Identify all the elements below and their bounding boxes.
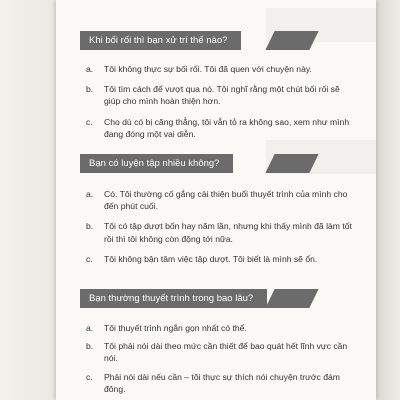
question-title: Khi bối rối thì bạn xử trí thế nào? — [80, 31, 241, 50]
answer-text: Tôi phải nói dài theo mức cần thiết để bao quát hết lĩnh vực cần nói. — [104, 341, 348, 364]
answer-letter: c. — [86, 116, 93, 127]
answer-letter: c. — [86, 253, 93, 264]
question-title: Bạn thường thuyết trình trong bao lâu? — [80, 289, 267, 308]
answer-item — [86, 63, 356, 75]
answer-list — [86, 63, 356, 140]
question-header — [80, 154, 350, 173]
answer-item — [86, 83, 356, 107]
answer-list — [86, 188, 356, 265]
answer-text: Có. Tôi thường cố gắng cải thiện buổi thuyết trình của mình cho đến phút cuối. — [104, 189, 348, 212]
answer-item — [86, 188, 356, 212]
question-title: Bạn có luyện tập nhiều không? — [80, 154, 233, 173]
answer-text: Phải nói dài nếu cần – tôi thực sự thích nói chuyện trước đám đông. — [104, 371, 340, 394]
answer-letter: b. — [86, 84, 94, 95]
answer-item — [86, 116, 356, 140]
right-margin — [376, 0, 400, 400]
answer-list — [86, 322, 356, 395]
answer-text: Tôi tìm cách để vượt qua nó. Tôi nghĩ rằng một chút bối rối sẽ giúp cho mình hoàn thiện hơn. — [104, 84, 340, 107]
answer-text: Tôi không thực sự bối rối. Tôi đã quen với chuyện này. — [104, 64, 312, 74]
answer-text: Tôi có tập dượt bốn hay năm lần, nhưng khi thấy mình đã làm tốt rồi thì tôi không còn động tới nữa. — [104, 221, 352, 244]
answer-item — [86, 253, 356, 265]
answer-text: Tôi thuyết trình ngắn gọn nhất có thể. — [104, 323, 247, 333]
answer-item — [86, 220, 356, 244]
answer-letter: b. — [86, 221, 94, 232]
answer-item — [86, 340, 356, 364]
answer-item — [86, 371, 356, 395]
answer-letter: a. — [86, 189, 94, 199]
book-page — [56, 0, 376, 400]
answer-letter: b. — [86, 341, 94, 352]
answer-item — [86, 322, 356, 334]
left-margin — [0, 0, 56, 400]
question-header — [80, 31, 350, 50]
answer-letter: c. — [86, 371, 93, 382]
answer-letter: a. — [86, 64, 94, 74]
answer-text: Cho dù có bị căng thẳng, tôi vẫn tỏ ra không sao, xem như mình đang đóng một vai diễn. — [104, 116, 350, 139]
answer-text: Tôi không bận tâm việc tập dượt. Tôi biết là mình sẽ ổn. — [104, 253, 318, 264]
answer-letter: a. — [86, 323, 94, 333]
question-header — [80, 289, 350, 308]
